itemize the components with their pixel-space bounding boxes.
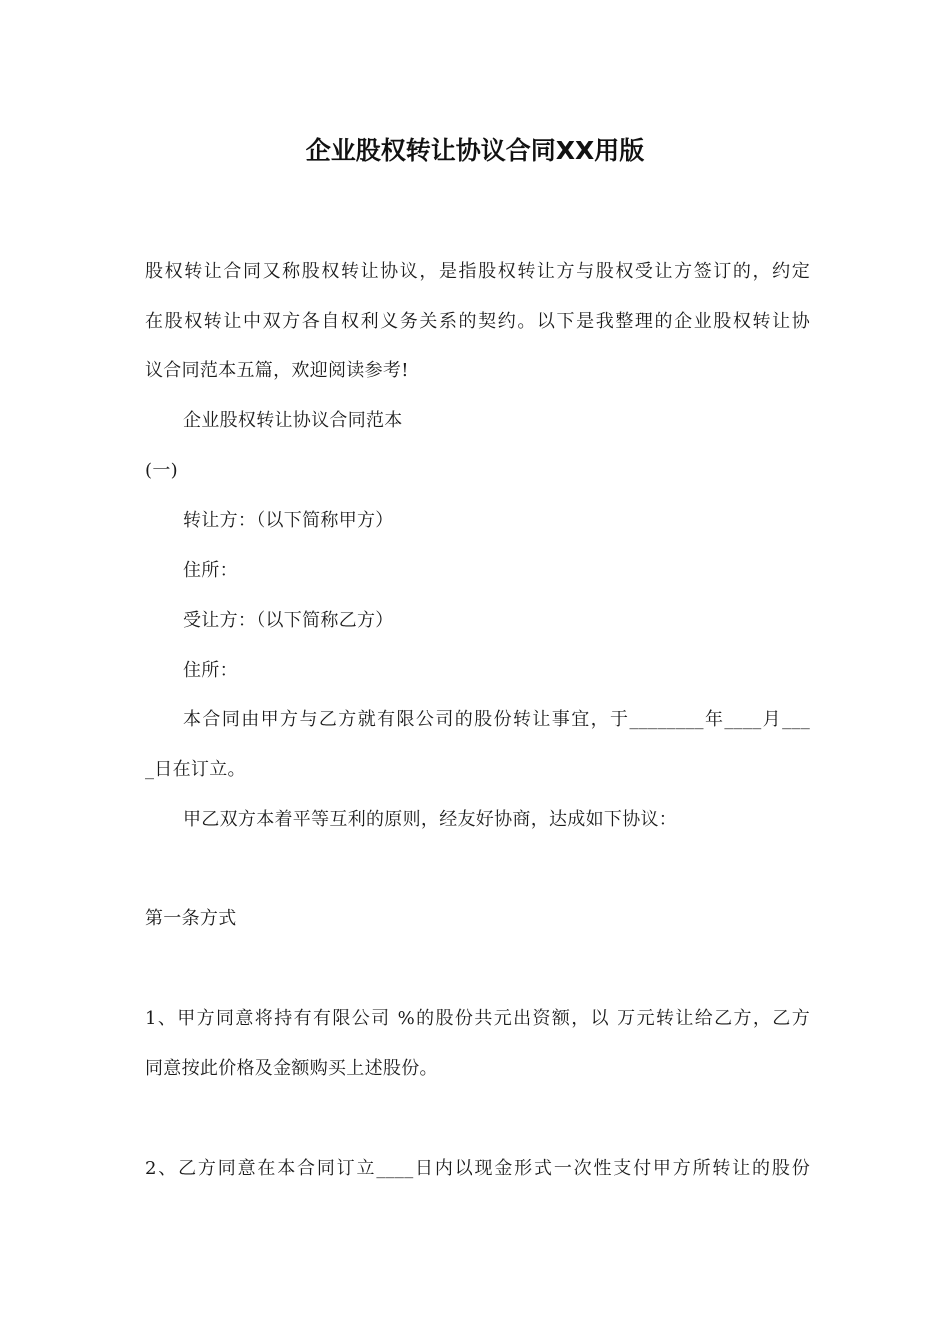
transferee-line: 受让方：（以下简称乙方） [183, 610, 394, 631]
intro-line-2: 在股权转让中双方各自权利义务关系的契约。以下是我整理的企业股权转让协 [145, 311, 810, 332]
sample-heading: 企业股权转让协议合同范本 [183, 410, 403, 431]
clause-1-line-2: 同意按此价格及金额购买上述股份。 [145, 1058, 438, 1079]
transferor-line: 转让方：（以下简称甲方） [183, 510, 394, 531]
sample-number: (一) [145, 460, 178, 481]
intro-line-1: 股权转让合同又称股权转让协议，是指股权转让方与股权受让方签订的，约定 [145, 261, 810, 282]
transferee-address: 住所： [183, 660, 238, 681]
clause-2-line-1: 2、乙方同意在本合同订立____日内以现金形式一次性支付甲方所转让的股份 [145, 1158, 810, 1179]
agreement-statement: 甲乙双方本着平等互利的原则，经友好协商，达成如下协议： [183, 809, 678, 830]
preamble-line-2: _日在订立。 [145, 759, 246, 780]
article-1-heading: 第一条方式 [145, 908, 237, 929]
intro-line-3: 议合同范本五篇，欢迎阅读参考! [145, 360, 409, 381]
transferor-address: 住所： [183, 560, 238, 581]
preamble-line-1: 本合同由甲方与乙方就有限公司的股份转让事宜，于________年____月___ [183, 709, 810, 730]
clause-1-line-1: 1、甲方同意将持有有限公司 %的股份共元出资额，以 万元转让给乙方，乙方 [145, 1008, 810, 1029]
document-title: 企业股权转让协议合同XX用版 [305, 136, 645, 165]
